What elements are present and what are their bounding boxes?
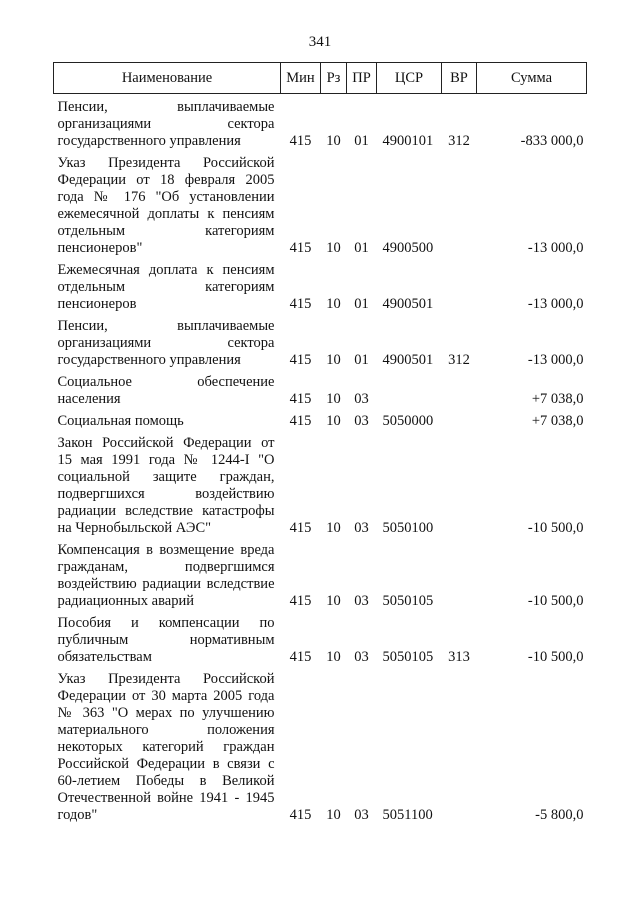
row-name: Пособия и компенсации по публичным нормативным обязательствам bbox=[57, 615, 275, 665]
row-vr: 312 bbox=[448, 133, 470, 149]
table-row bbox=[54, 430, 587, 537]
table-row bbox=[54, 257, 587, 313]
row-name: Указ Президента Российской Федерации от 30 марта 2005 года № 363 "О мерах по улучшению материального положения некоторых категорий граждан Российской Федерации в связи с 60-летием Победы в Великой Отечественной войне 1941 - 1945 годов" bbox=[57, 671, 275, 823]
table-header-row bbox=[54, 63, 587, 94]
row-pr: 03 bbox=[354, 391, 369, 407]
row-pr: 03 bbox=[354, 593, 369, 609]
row-pr: 03 bbox=[354, 520, 369, 536]
row-rz: 10 bbox=[326, 593, 341, 609]
row-min: 415 bbox=[289, 649, 312, 665]
row-min: 415 bbox=[289, 296, 312, 312]
row-vr bbox=[442, 430, 477, 537]
row-pr: 03 bbox=[354, 807, 369, 823]
row-rz: 10 bbox=[326, 649, 341, 665]
row-pr: 01 bbox=[354, 133, 369, 149]
row-vr bbox=[442, 537, 477, 610]
row-rz: 10 bbox=[326, 413, 341, 429]
row-sum: +7 038,0 bbox=[531, 413, 584, 429]
row-rz: 10 bbox=[326, 807, 341, 823]
row-sum: -13 000,0 bbox=[527, 352, 584, 368]
row-pr: 03 bbox=[354, 649, 369, 665]
table-row bbox=[54, 408, 587, 430]
row-csr: 4900101 bbox=[382, 133, 434, 149]
table-row bbox=[54, 666, 587, 824]
row-csr: 5050000 bbox=[382, 413, 434, 429]
row-csr: 4900501 bbox=[382, 296, 434, 312]
row-vr bbox=[442, 369, 477, 408]
row-vr bbox=[442, 666, 477, 824]
row-csr: 5050100 bbox=[382, 520, 434, 536]
row-vr bbox=[442, 150, 477, 257]
row-name: Компенсация в возмещение вреда гражданам, подвергшимся воздействию радиации вследствие радиационных аварий bbox=[57, 542, 275, 609]
row-pr: 01 bbox=[354, 296, 369, 312]
row-rz: 10 bbox=[326, 352, 341, 368]
row-sum: -10 500,0 bbox=[527, 520, 584, 536]
row-sum: -5 800,0 bbox=[535, 807, 584, 823]
row-name: Пенсии, выплачиваемые организациями сектора государственного управления bbox=[57, 99, 275, 149]
row-name: Закон Российской Федерации от 15 мая 1991 года № 1244-I "О социальной защите граждан, подвергшихся воздействию радиации вследствие катастрофы на Чернобыльской АЭС" bbox=[57, 435, 275, 536]
column-header-sum: Сумма bbox=[477, 63, 587, 94]
row-min: 415 bbox=[289, 352, 312, 368]
budget-table bbox=[53, 62, 587, 824]
row-pr: 01 bbox=[354, 352, 369, 368]
row-min: 415 bbox=[289, 593, 312, 609]
row-csr bbox=[377, 369, 442, 408]
table-row bbox=[54, 537, 587, 610]
row-min: 415 bbox=[289, 240, 312, 256]
table-row bbox=[54, 313, 587, 369]
column-header-pr: ПР bbox=[347, 63, 377, 94]
row-rz: 10 bbox=[326, 133, 341, 149]
row-sum: -10 500,0 bbox=[527, 593, 584, 609]
row-vr: 313 bbox=[448, 649, 470, 665]
table-row bbox=[54, 150, 587, 257]
row-csr: 5050105 bbox=[382, 593, 434, 609]
row-name: Указ Президента Российской Федерации от 18 февраля 2005 года № 176 "Об установлении ежемесячной доплаты к пенсиям отдельным категориям пенсионеров" bbox=[57, 155, 275, 256]
row-min: 415 bbox=[289, 133, 312, 149]
row-min: 415 bbox=[289, 391, 312, 407]
page-number: 341 bbox=[308, 34, 332, 50]
column-header-vr: ВР bbox=[442, 63, 477, 94]
row-pr: 03 bbox=[354, 413, 369, 429]
row-name: Пенсии, выплачиваемые организациями сектора государственного управления bbox=[57, 318, 275, 368]
column-header-min: Мин bbox=[281, 63, 321, 94]
row-csr: 4900501 bbox=[382, 352, 434, 368]
row-vr: 312 bbox=[448, 352, 470, 368]
row-sum: +7 038,0 bbox=[531, 391, 584, 407]
row-rz: 10 bbox=[326, 296, 341, 312]
row-csr: 5050105 bbox=[382, 649, 434, 665]
row-pr: 01 bbox=[354, 240, 369, 256]
row-sum: -833 000,0 bbox=[520, 133, 584, 149]
column-header-name: Наименование bbox=[54, 63, 281, 94]
row-vr bbox=[442, 408, 477, 430]
row-min: 415 bbox=[289, 413, 312, 429]
column-header-csr: ЦСР bbox=[377, 63, 442, 94]
row-name: Ежемесячная доплата к пенсиям отдельным категориям пенсионеров bbox=[57, 262, 275, 312]
table-row bbox=[54, 94, 587, 151]
row-sum: -13 000,0 bbox=[527, 240, 584, 256]
row-name: Социальная помощь bbox=[57, 413, 184, 429]
row-vr bbox=[442, 257, 477, 313]
row-name: Социальное обеспечение населения bbox=[57, 374, 275, 407]
row-sum: -13 000,0 bbox=[527, 296, 584, 312]
row-csr: 5051100 bbox=[382, 807, 433, 823]
table-row bbox=[54, 610, 587, 666]
row-min: 415 bbox=[289, 807, 312, 823]
row-rz: 10 bbox=[326, 240, 341, 256]
row-min: 415 bbox=[289, 520, 312, 536]
row-rz: 10 bbox=[326, 520, 341, 536]
column-header-rz: Рз bbox=[321, 63, 347, 94]
row-csr: 4900500 bbox=[382, 240, 434, 256]
table-row bbox=[54, 369, 587, 408]
row-rz: 10 bbox=[326, 391, 341, 407]
row-sum: -10 500,0 bbox=[527, 649, 584, 665]
